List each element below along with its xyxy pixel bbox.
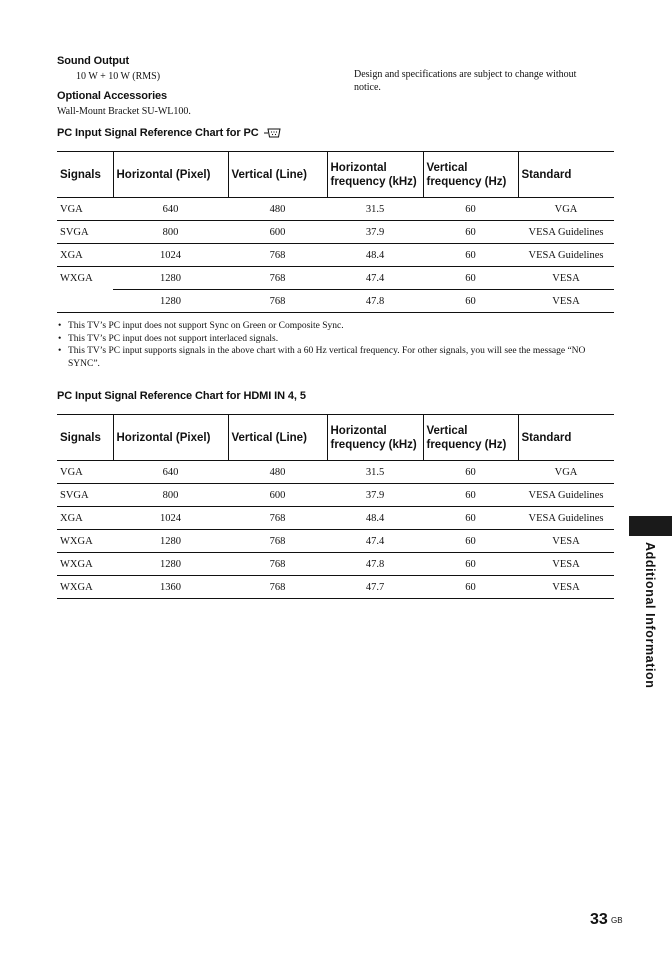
table-cell: VGA	[57, 198, 113, 221]
table-row	[57, 553, 614, 576]
table-cell: SVGA	[57, 484, 113, 507]
table-cell: 37.9	[327, 484, 423, 507]
pc-chart-title: PC Input Signal Reference Chart for PC	[57, 127, 259, 139]
section-tab-label: Additional Information	[643, 542, 657, 689]
table-cell: 1280	[113, 553, 228, 576]
table-cell: SVGA	[57, 221, 113, 244]
table-cell: 768	[228, 290, 327, 313]
table-cell: 768	[228, 244, 327, 267]
table-row	[57, 576, 614, 599]
table-cell: 47.4	[327, 267, 423, 290]
column-header: Standard	[518, 152, 614, 198]
table-cell: 47.8	[327, 290, 423, 313]
table-cell: VESA	[518, 553, 614, 576]
table-header-row	[57, 152, 614, 198]
column-header: Standard	[518, 415, 614, 461]
table-row	[57, 507, 614, 530]
page-number-suffix: GB	[611, 916, 623, 925]
table-cell: 640	[113, 198, 228, 221]
table-cell: WXGA	[60, 272, 93, 284]
table-row	[57, 198, 614, 221]
table-cell: VESA Guidelines	[518, 244, 614, 267]
table-cell: 1024	[113, 244, 228, 267]
table-cell: 600	[228, 484, 327, 507]
table-row	[57, 221, 614, 244]
table-cell: 60	[423, 244, 518, 267]
table-cell: XGA	[57, 244, 113, 267]
sound-output-value: 10 W + 10 W (RMS)	[76, 71, 161, 82]
table-cell: 47.8	[327, 553, 423, 576]
column-header: Horizontal frequency (kHz)	[327, 415, 423, 461]
list-item: • This TV’s PC input does not support Sync on Green or Composite Sync.	[57, 320, 617, 333]
table-cell: VESA	[518, 530, 614, 553]
table-cell: VESA Guidelines	[518, 221, 614, 244]
table-cell: VGA	[57, 461, 113, 484]
column-header: Vertical frequency (Hz)	[423, 415, 518, 461]
table-cell: VESA	[518, 576, 614, 599]
column-header: Vertical (Line)	[228, 152, 327, 198]
table-cell: 31.5	[327, 198, 423, 221]
table-cell: 768	[228, 530, 327, 553]
column-header: Horizontal (Pixel)	[113, 415, 228, 461]
table-cell: 1280	[113, 530, 228, 553]
column-header: Signals	[60, 431, 101, 444]
table-cell: 47.4	[327, 530, 423, 553]
optional-accessories-heading: Optional Accessories	[57, 90, 168, 102]
hdmi-chart-heading: PC Input Signal Reference Chart for HDMI IN 4, 5	[57, 390, 306, 402]
table-cell: 1360	[113, 576, 228, 599]
optional-accessories-value: Wall-Mount Bracket SU-WL100.	[57, 106, 191, 117]
table-row	[57, 484, 614, 507]
table-cell: VESA	[518, 290, 614, 313]
table-cell: 640	[113, 461, 228, 484]
table-cell: WXGA	[57, 576, 113, 599]
table-cell: 768	[228, 267, 327, 290]
table-cell: 60	[423, 530, 518, 553]
column-header: Horizontal frequency (kHz)	[327, 152, 423, 198]
table-cell: VESA Guidelines	[518, 507, 614, 530]
table-row	[57, 244, 614, 267]
table-cell: WXGA	[57, 530, 113, 553]
column-header: Signals	[60, 168, 101, 181]
page-number: 33	[590, 911, 608, 928]
table-cell: 60	[423, 290, 518, 313]
table-cell: VESA	[518, 267, 614, 290]
table-header-row	[57, 415, 614, 461]
table-row	[57, 530, 614, 553]
hdmi-signal-table	[57, 414, 614, 599]
table-cell: 768	[228, 576, 327, 599]
table-cell: 1280	[113, 290, 228, 313]
table-cell: 60	[423, 461, 518, 484]
table-cell: 600	[228, 221, 327, 244]
table-row	[57, 290, 614, 313]
table-row	[57, 461, 614, 484]
pc-chart-heading	[57, 127, 282, 142]
list-item: • This TV’s PC input does not support interlaced signals.	[57, 333, 617, 346]
section-tab-marker	[629, 516, 672, 536]
table-cell: 480	[228, 198, 327, 221]
column-header: Horizontal (Pixel)	[113, 152, 228, 198]
table-cell: 48.4	[327, 244, 423, 267]
table-cell: 60	[423, 576, 518, 599]
table-cell: 60	[423, 553, 518, 576]
table-cell: XGA	[57, 507, 113, 530]
table-cell: 1024	[113, 507, 228, 530]
table-cell: 800	[113, 221, 228, 244]
table-cell: 47.7	[327, 576, 423, 599]
table-cell: VGA	[518, 198, 614, 221]
table-cell: 60	[423, 484, 518, 507]
table-cell: 48.4	[327, 507, 423, 530]
table-cell: 768	[228, 507, 327, 530]
table-cell: 1280	[113, 267, 228, 290]
sound-output-heading: Sound Output	[57, 55, 130, 67]
table-cell: 60	[423, 507, 518, 530]
column-header: Vertical (Line)	[228, 415, 327, 461]
table-cell: 60	[423, 267, 518, 290]
pc-input-connector-icon	[264, 127, 282, 142]
table-cell: 60	[423, 221, 518, 244]
table-cell: 37.9	[327, 221, 423, 244]
table-cell: VESA Guidelines	[518, 484, 614, 507]
list-item: • This TV’s PC input supports signals in the above chart with a 60 Hz vertical frequency. For other signals, you will see the message “NO SYNC”.	[57, 345, 617, 370]
table-cell: 60	[423, 198, 518, 221]
column-header: Vertical frequency (Hz)	[423, 152, 518, 198]
table-cell: WXGA	[57, 553, 113, 576]
table-cell	[57, 290, 113, 313]
table-cell: 31.5	[327, 461, 423, 484]
table-row	[57, 267, 614, 290]
table-cell: VGA	[518, 461, 614, 484]
notes-list	[57, 320, 617, 370]
table-cell: 768	[228, 553, 327, 576]
disclaimer-text: Design and specifications are subject to change without notice.	[354, 69, 577, 93]
table-cell: 480	[228, 461, 327, 484]
pc-signal-table	[57, 151, 614, 313]
table-cell: 800	[113, 484, 228, 507]
